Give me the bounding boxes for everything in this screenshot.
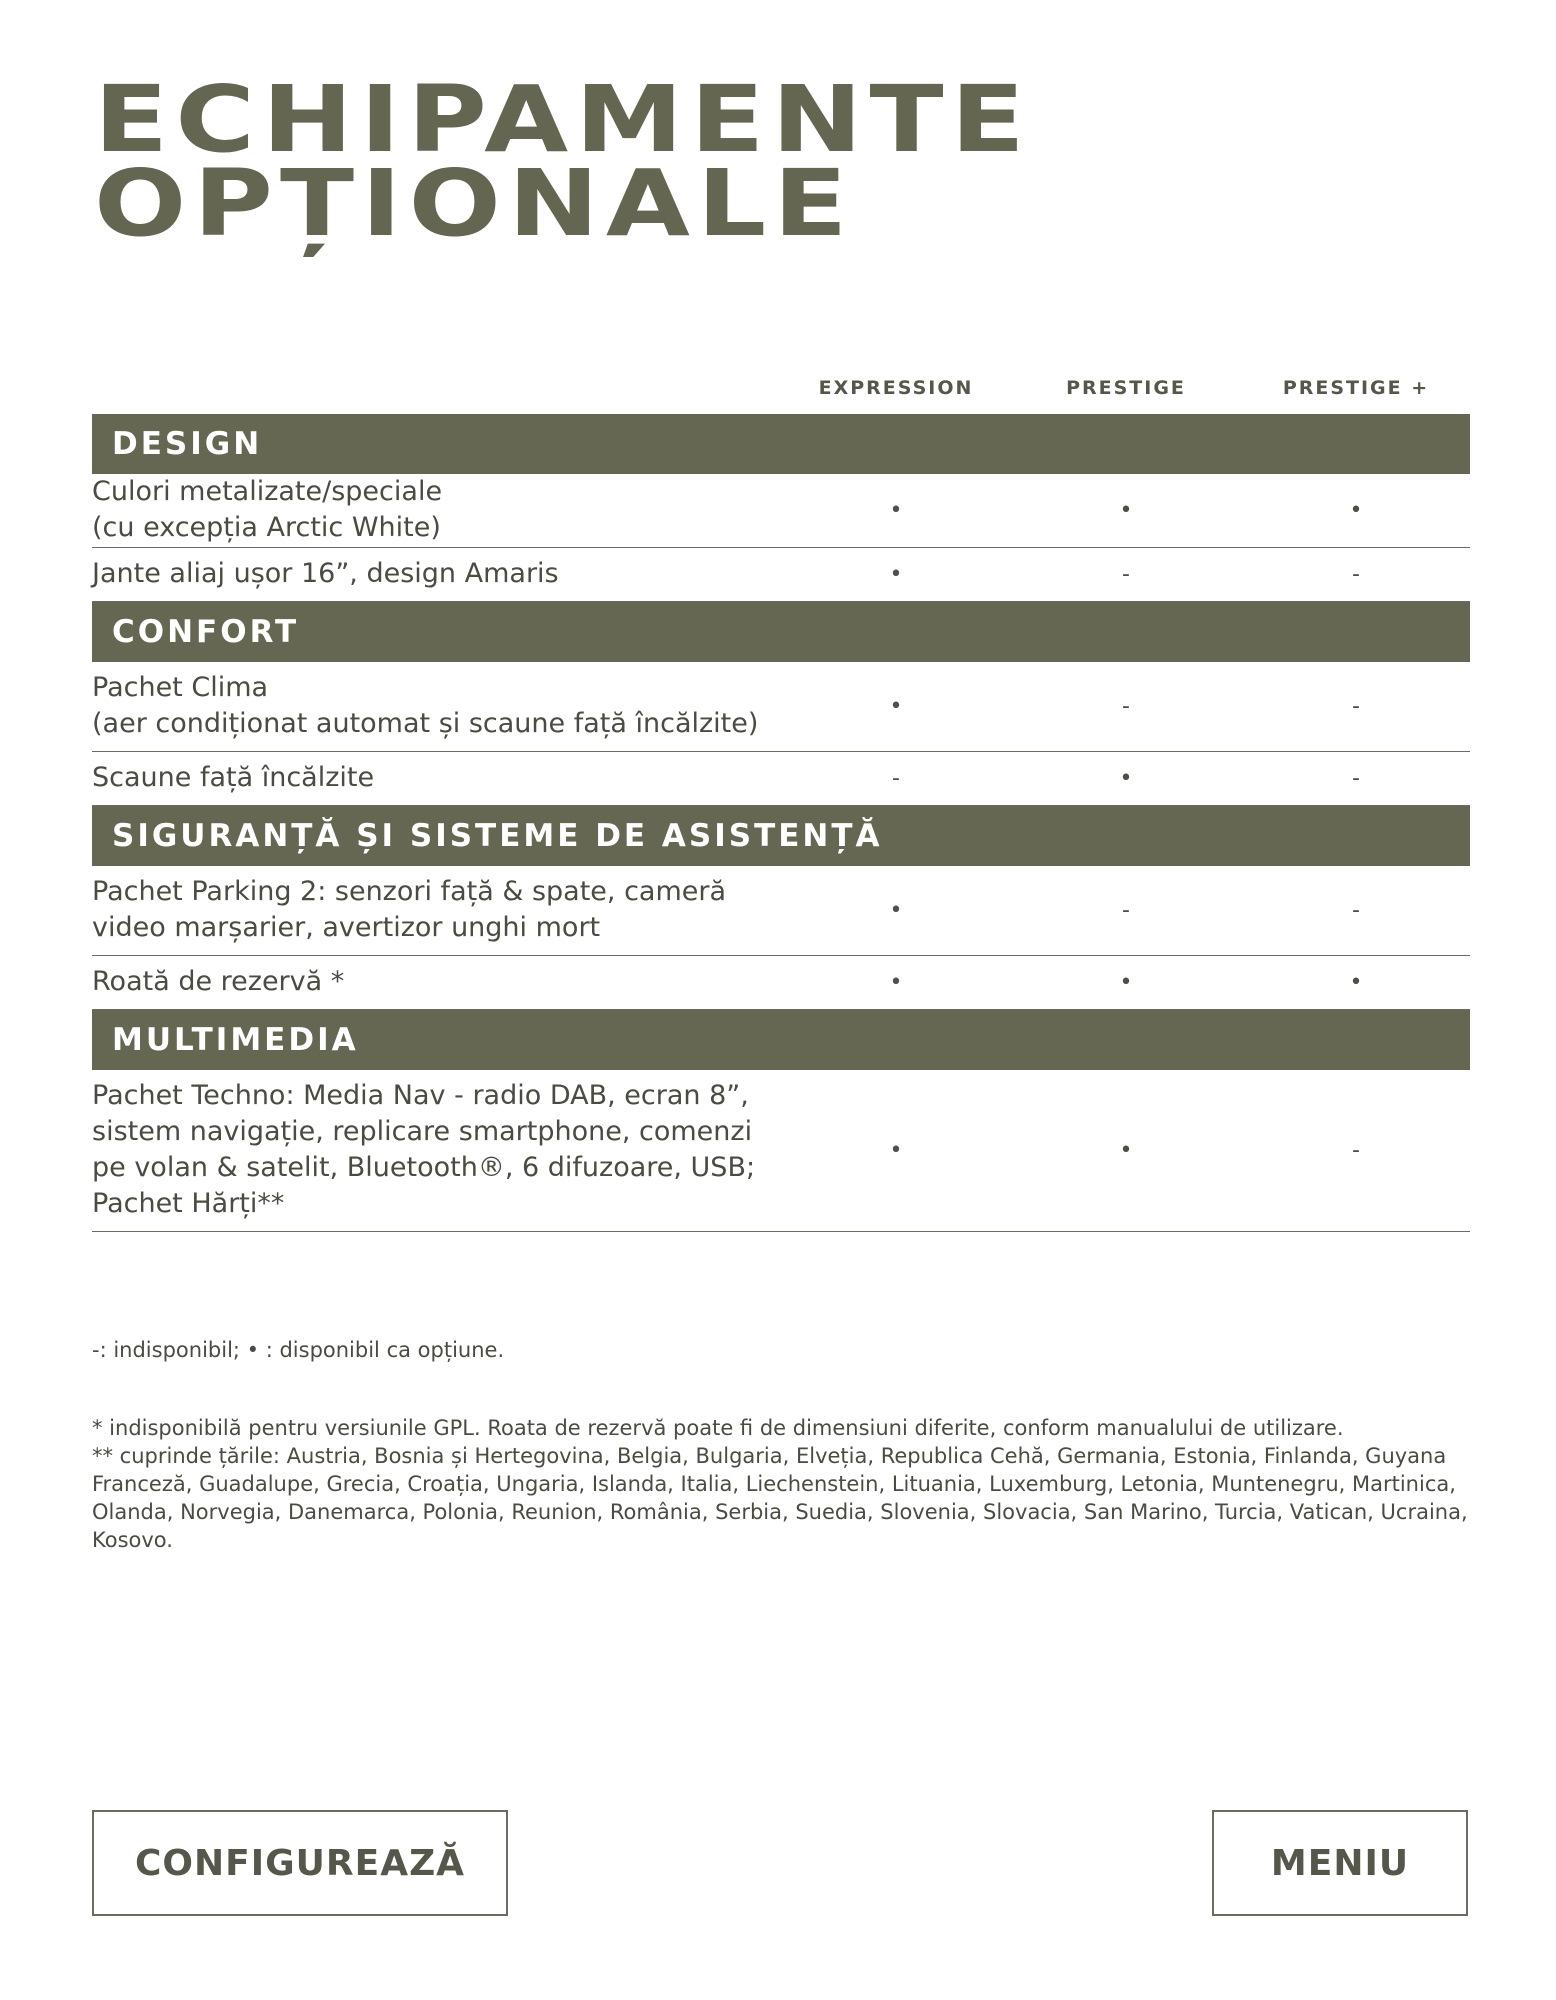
footnote-maps-countries: ** cuprinde țările: Austria, Bosnia și Hertegovina, Belgia, Bulgaria, Elveția, Republica Cehă, Germania, Estonia, Finlanda, Guyana Franceză, Guadalupe, Grecia, Croația, Ungaria, Islanda, Italia, Liechenstein, Lituania, Luxemburg, Letonia, Muntenegru, Martinica, Olanda, Norvegia, Danemarca, Polonia, Reunion, România, Serbia, Suedia, Slovenia, Slovacia, San Marino, Turcia, Vatican, Ucraina, Kosovo. bbox=[92, 1444, 1468, 1552]
row-value-expression: • bbox=[889, 498, 903, 523]
title-line-1: ECHIPAMENTE bbox=[94, 66, 1032, 173]
row-value-prestige: - bbox=[1122, 694, 1130, 719]
row-value-prestige-plus: - bbox=[1352, 694, 1360, 719]
legend-text: -: indisponibil; • : disponibil ca opțiune. bbox=[92, 1338, 505, 1362]
footnotes bbox=[92, 1414, 1482, 1554]
row-value-prestige: - bbox=[1122, 898, 1130, 923]
row-value-prestige-plus: • bbox=[1349, 970, 1363, 995]
row-value-prestige: • bbox=[1119, 766, 1133, 791]
row-value-expression: • bbox=[889, 562, 903, 587]
row-value-prestige-plus: - bbox=[1352, 766, 1360, 791]
table-row bbox=[92, 866, 1470, 956]
column-header-prestige-plus: PRESTIGE + bbox=[1282, 377, 1430, 399]
row-label: Culori metalizate/speciale (cu excepția Arctic White) bbox=[92, 476, 443, 543]
row-value-prestige-plus: • bbox=[1349, 498, 1363, 523]
row-label: Pachet Parking 2: senzori față & spate, cameră video marșarier, avertizor unghi mort bbox=[92, 876, 727, 943]
menu-button[interactable]: MENIU bbox=[1212, 1810, 1468, 1916]
table-row bbox=[92, 752, 1470, 806]
table-row bbox=[92, 1070, 1470, 1232]
row-label: Pachet Clima (aer condiționat automat și scaune față încălzite) bbox=[92, 672, 759, 739]
table-row bbox=[92, 662, 1470, 752]
section-header-siguranta: SIGURANȚĂ ȘI SISTEME DE ASISTENȚĂ bbox=[92, 806, 1470, 866]
row-value-prestige-plus: - bbox=[1352, 562, 1360, 587]
row-value-prestige: • bbox=[1119, 970, 1133, 995]
section-header-multimedia: MULTIMEDIA bbox=[92, 1010, 1470, 1070]
column-header-prestige: PRESTIGE bbox=[1066, 377, 1186, 399]
row-label: Scaune față încălzite bbox=[92, 762, 375, 793]
row-value-prestige: • bbox=[1119, 498, 1133, 523]
title-line-2: OPȚIONALE bbox=[94, 150, 855, 257]
footnote-spare-wheel: * indisponibilă pentru versiunile GPL. Roata de rezervă poate fi de dimensiuni diferite, conform manualului de utilizare. bbox=[92, 1416, 1344, 1440]
row-value-prestige: • bbox=[1119, 1138, 1133, 1163]
row-value-expression: - bbox=[892, 766, 900, 791]
section-header-confort: CONFORT bbox=[92, 602, 1470, 662]
column-header-expression: EXPRESSION bbox=[818, 377, 974, 399]
table-row bbox=[92, 474, 1470, 548]
configure-button[interactable]: CONFIGUREAZĂ bbox=[92, 1810, 508, 1916]
row-value-expression: • bbox=[889, 970, 903, 995]
section-header-design: DESIGN bbox=[92, 414, 1470, 474]
page-title bbox=[94, 66, 1032, 257]
equipment-table bbox=[92, 414, 1470, 1232]
table-row bbox=[92, 548, 1470, 602]
row-value-expression: • bbox=[889, 898, 903, 923]
row-label: Roată de rezervă * bbox=[92, 966, 345, 997]
row-label: Jante aliaj ușor 16”, design Amaris bbox=[92, 558, 559, 589]
row-value-prestige-plus: - bbox=[1352, 898, 1360, 923]
row-value-expression: • bbox=[889, 1138, 903, 1163]
table-row bbox=[92, 956, 1470, 1010]
row-label: Pachet Techno: Media Nav - radio DAB, ecran 8”, sistem navigație, replicare smartphone, comenzi pe volan & satelit, Bluetooth®, 6 difuzoare, USB; Pachet Hărți** bbox=[92, 1080, 756, 1219]
row-value-prestige-plus: - bbox=[1352, 1138, 1360, 1163]
row-value-expression: • bbox=[889, 694, 903, 719]
row-value-prestige: - bbox=[1122, 562, 1130, 587]
